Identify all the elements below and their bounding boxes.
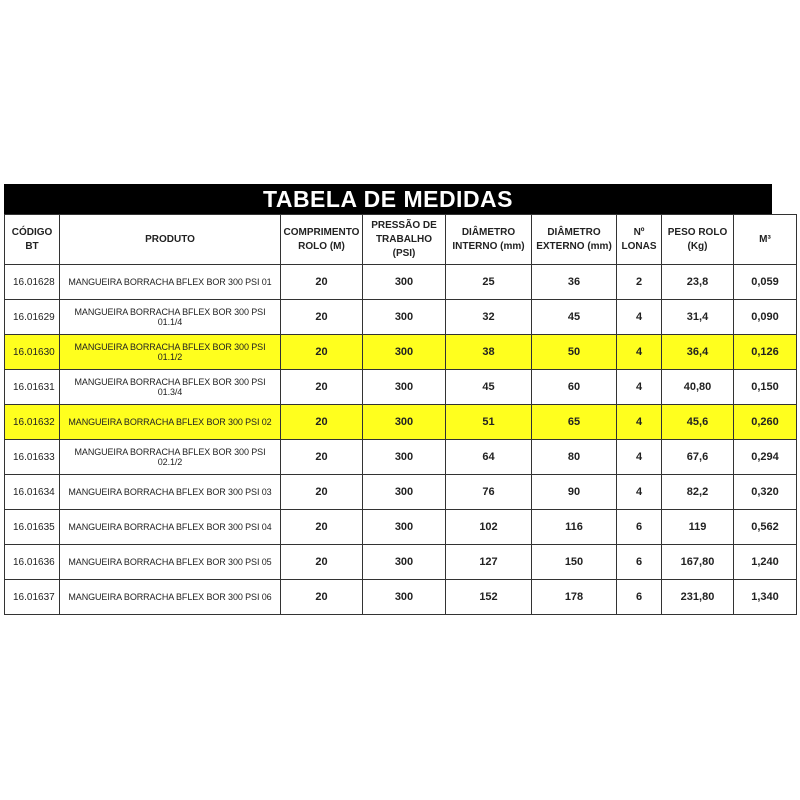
cell-volume: 0,150 <box>734 370 797 405</box>
cell-product: MANGUEIRA BORRACHA BFLEX BOR 300 PSI 02 <box>60 405 281 440</box>
cell-code: 16.01628 <box>5 265 60 300</box>
cell-outer-diameter: 90 <box>532 475 617 510</box>
cell-plies: 4 <box>617 300 662 335</box>
header-pressure-line: PRESSÃO DE <box>371 219 437 231</box>
header-length-line: ROLO (M) <box>298 240 345 252</box>
header-outer-diameter-line: DIÂMETRO <box>547 226 601 238</box>
cell-code: 16.01633 <box>5 440 60 475</box>
cell-plies: 4 <box>617 405 662 440</box>
table-row <box>5 545 797 580</box>
table-row <box>5 475 797 510</box>
table-header-row <box>5 215 797 265</box>
cell-pressure: 300 <box>363 545 446 580</box>
cell-code: 16.01631 <box>5 370 60 405</box>
header-code <box>5 215 60 265</box>
header-pressure-line: TRABALHO (PSI) <box>375 233 433 259</box>
table-row <box>5 370 797 405</box>
cell-outer-diameter: 178 <box>532 580 617 615</box>
table-row <box>5 405 797 440</box>
cell-weight: 231,80 <box>662 580 734 615</box>
table-body <box>5 265 797 615</box>
cell-plies: 6 <box>617 510 662 545</box>
cell-weight: 45,6 <box>662 405 734 440</box>
cell-weight: 31,4 <box>662 300 734 335</box>
cell-pressure: 300 <box>363 370 446 405</box>
cell-inner-diameter: 127 <box>446 545 532 580</box>
measurements-table <box>4 214 797 615</box>
cell-product: MANGUEIRA BORRACHA BFLEX BOR 300 PSI 05 <box>60 545 281 580</box>
header-outer-diameter <box>532 215 617 265</box>
cell-inner-diameter: 64 <box>446 440 532 475</box>
table-row <box>5 265 797 300</box>
cell-code: 16.01634 <box>5 475 60 510</box>
cell-pressure: 300 <box>363 510 446 545</box>
cell-length: 20 <box>281 335 363 370</box>
cell-weight: 167,80 <box>662 545 734 580</box>
cell-inner-diameter: 38 <box>446 335 532 370</box>
cell-volume: 0,090 <box>734 300 797 335</box>
cell-inner-diameter: 45 <box>446 370 532 405</box>
cell-weight: 40,80 <box>662 370 734 405</box>
header-plies-line: Nº <box>633 226 645 238</box>
header-weight <box>662 215 734 265</box>
cell-volume: 0,562 <box>734 510 797 545</box>
cell-pressure: 300 <box>363 580 446 615</box>
header-volume-line: M³ <box>759 233 771 245</box>
header-pressure <box>363 215 446 265</box>
cell-product: MANGUEIRA BORRACHA BFLEX BOR 300 PSI 03 <box>60 475 281 510</box>
cell-outer-diameter: 50 <box>532 335 617 370</box>
cell-product: MANGUEIRA BORRACHA BFLEX BOR 300 PSI 01.3/4 <box>60 370 281 405</box>
cell-volume: 1,240 <box>734 545 797 580</box>
cell-pressure: 300 <box>363 475 446 510</box>
header-length <box>281 215 363 265</box>
table-title: TABELA DE MEDIDAS <box>4 184 772 214</box>
header-inner-diameter-line: INTERNO (mm) <box>452 240 525 252</box>
header-volume <box>734 215 797 265</box>
table-row <box>5 510 797 545</box>
cell-code: 16.01637 <box>5 580 60 615</box>
cell-pressure: 300 <box>363 300 446 335</box>
header-weight-line: PESO ROLO <box>667 226 728 238</box>
cell-length: 20 <box>281 440 363 475</box>
cell-inner-diameter: 51 <box>446 405 532 440</box>
cell-weight: 119 <box>662 510 734 545</box>
header-inner-diameter-line: DIÂMETRO <box>461 226 516 238</box>
cell-code: 16.01629 <box>5 300 60 335</box>
header-product <box>60 215 281 265</box>
cell-length: 20 <box>281 370 363 405</box>
cell-inner-diameter: 76 <box>446 475 532 510</box>
cell-outer-diameter: 65 <box>532 405 617 440</box>
cell-length: 20 <box>281 510 363 545</box>
header-product-line: PRODUTO <box>145 233 195 245</box>
cell-length: 20 <box>281 475 363 510</box>
table-row <box>5 300 797 335</box>
cell-outer-diameter: 116 <box>532 510 617 545</box>
cell-code: 16.01636 <box>5 545 60 580</box>
cell-product: MANGUEIRA BORRACHA BFLEX BOR 300 PSI 01.1/4 <box>60 300 281 335</box>
cell-product: MANGUEIRA BORRACHA BFLEX BOR 300 PSI 01.1/2 <box>60 335 281 370</box>
cell-plies: 2 <box>617 265 662 300</box>
cell-outer-diameter: 45 <box>532 300 617 335</box>
header-inner-diameter <box>446 215 532 265</box>
table-row <box>5 580 797 615</box>
cell-inner-diameter: 25 <box>446 265 532 300</box>
header-plies-line: LONAS <box>621 240 657 252</box>
cell-product: MANGUEIRA BORRACHA BFLEX BOR 300 PSI 06 <box>60 580 281 615</box>
cell-product: MANGUEIRA BORRACHA BFLEX BOR 300 PSI 04 <box>60 510 281 545</box>
cell-pressure: 300 <box>363 335 446 370</box>
cell-code: 16.01630 <box>5 335 60 370</box>
cell-length: 20 <box>281 300 363 335</box>
cell-plies: 4 <box>617 335 662 370</box>
table-row <box>5 335 797 370</box>
cell-outer-diameter: 80 <box>532 440 617 475</box>
cell-plies: 4 <box>617 475 662 510</box>
cell-product: MANGUEIRA BORRACHA BFLEX BOR 300 PSI 02.1/2 <box>60 440 281 475</box>
cell-inner-diameter: 152 <box>446 580 532 615</box>
cell-volume: 0,320 <box>734 475 797 510</box>
cell-length: 20 <box>281 405 363 440</box>
cell-code: 16.01635 <box>5 510 60 545</box>
cell-weight: 36,4 <box>662 335 734 370</box>
cell-length: 20 <box>281 265 363 300</box>
header-weight-line: (Kg) <box>687 240 708 252</box>
cell-plies: 4 <box>617 440 662 475</box>
cell-plies: 6 <box>617 545 662 580</box>
cell-volume: 1,340 <box>734 580 797 615</box>
measurements-table-container <box>4 184 779 615</box>
header-plies <box>617 215 662 265</box>
header-length-line: COMPRIMENTO <box>283 226 360 238</box>
cell-weight: 67,6 <box>662 440 734 475</box>
cell-volume: 0,260 <box>734 405 797 440</box>
cell-pressure: 300 <box>363 440 446 475</box>
cell-pressure: 300 <box>363 405 446 440</box>
cell-volume: 0,059 <box>734 265 797 300</box>
cell-length: 20 <box>281 580 363 615</box>
cell-inner-diameter: 102 <box>446 510 532 545</box>
cell-pressure: 300 <box>363 265 446 300</box>
cell-outer-diameter: 150 <box>532 545 617 580</box>
cell-length: 20 <box>281 545 363 580</box>
cell-inner-diameter: 32 <box>446 300 532 335</box>
cell-product: MANGUEIRA BORRACHA BFLEX BOR 300 PSI 01 <box>60 265 281 300</box>
cell-plies: 4 <box>617 370 662 405</box>
cell-weight: 23,8 <box>662 265 734 300</box>
cell-outer-diameter: 36 <box>532 265 617 300</box>
cell-volume: 0,294 <box>734 440 797 475</box>
header-outer-diameter-line: EXTERNO (mm) <box>536 240 612 252</box>
cell-plies: 6 <box>617 580 662 615</box>
header-code-line: BT <box>25 240 39 252</box>
cell-volume: 0,126 <box>734 335 797 370</box>
table-row <box>5 440 797 475</box>
header-code-line: CÓDIGO <box>11 226 53 238</box>
cell-outer-diameter: 60 <box>532 370 617 405</box>
cell-code: 16.01632 <box>5 405 60 440</box>
cell-weight: 82,2 <box>662 475 734 510</box>
